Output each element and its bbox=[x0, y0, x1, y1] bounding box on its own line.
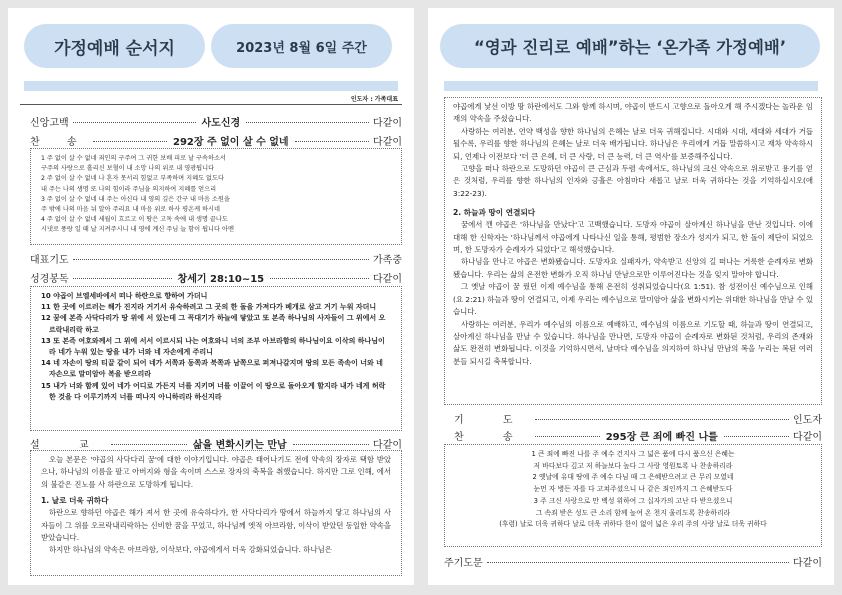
leader-note: 인도자 : 가족대표 bbox=[350, 96, 398, 103]
sermon-para-1: 야곱에게 낯선 이방 땅 하란에서도 그와 함께 하시며, 야곱이 반드시 고향으로 돌아오게 해 주시겠다는 놀라운 임재의 약속을 주셨습니다. bbox=[453, 102, 813, 124]
hymn-lyric-line: 2 옛날에 유대 땅에 주 예수 다님 때 그 은혜받으려고 큰 무리 모였네 bbox=[532, 473, 734, 482]
left-header-bar bbox=[24, 81, 398, 91]
order-lords-prayer: 주기도문 다같이 bbox=[444, 558, 822, 569]
hymn-lyrics-box bbox=[30, 148, 402, 245]
right-title: “영과 진리로 예배”하는 ‘온가족 가정예배’ bbox=[440, 24, 820, 68]
sermon-point-2-title: 2. 하늘과 땅이 연결되다 bbox=[453, 208, 536, 218]
hymn-lyric-line: 시냇로 풍랑 일 때 날 지켜주시니 내 영에 계신 주님 늘 함이 됩니다 아멘 bbox=[41, 226, 234, 234]
sermon-para-6: 그 옛날 야곱이 꿈 꿨던 이제 예수님을 통해 온전히 성취되었습니다(요 1:51). 참 성전이신 예수님으로 인해(요 2:21) 하늘과 땅이 연결되고, 이제 우리는 예수님으로 말미암아 삶을 변화시키는 위대한 하나님을 만날 수 있습니다. bbox=[453, 282, 813, 317]
sermon-para-2: 사랑하는 여러분, 언약 백성을 향한 하나님의 은혜는 날로 더욱 귀해집니다. 시대와 시대, 세대와 세대가 거듭될수록, 우리를 향한 하나님의 은혜는 날로 더욱 배가됩니다. 하나님은 우리에게 거듭 말씀하시고 재차 약속하시되, 언제나 이전보다 '더 큰 은혜, 더 큰 사랑, 더 큰 능력, 더 큰 역사'를 보증해주십니다. bbox=[453, 126, 813, 161]
sermon-box bbox=[30, 450, 402, 576]
sermon-point-1-para-2: 하지만 하나님의 약속은 아브라함, 이삭보다, 야곱에게서 더욱 강화되었습니다. 하나님은 bbox=[49, 545, 332, 555]
sermon-body bbox=[31, 451, 401, 560]
hymn-lyric-line: 눈먼 자 병든 자를 다 고쳐주셨으니 나 같은 죄인까지 그 은혜받도다 bbox=[533, 485, 733, 494]
sermon-para-3: 고향을 떠나 하란으로 도망하던 야곱이 큰 근심과 두렴 속에서도, 하나님의 크신 약속으로 위로받고 용기를 얻은 것처럼, 우리를 향한 하나님의 인자와 긍휼은 아침마다 새롭고 날로 더욱 귀하다는 것을 기억하십시오(애 3:22-23). bbox=[453, 164, 813, 198]
order-sermon: 설 교 삶을 변화시키는 만남 다같이 bbox=[30, 440, 403, 451]
sermon-continued-body bbox=[445, 98, 821, 371]
order-confession: 신앙고백 사도신경 다같이 bbox=[30, 118, 403, 129]
hymn-lyric-line: 그 속죄 받은 성도 큰 소리 함께 높여 온 천지 울리도록 찬송하리라 bbox=[535, 508, 731, 517]
bulletin-title: 가정예배 순서지 bbox=[24, 24, 205, 68]
right-page bbox=[428, 8, 834, 585]
scripture-verse: 13 또 본즉 여호와께서 그 위에 서서 이르시되 나는 여호와니 너의 조부 아브라함의 하나님이요 이삭의 하나님이라 네가 누워 있는 땅을 내가 너와 네 자손에게 주리니 bbox=[41, 336, 385, 357]
sermon-para-7: 사랑하는 여러분, 우리가 예수님의 이름으로 예배하고, 예수님의 이름으로 기도할 때, 하늘과 땅이 연결되고, 살아계신 하나님을 만날 수 있습니다. 하나님을 만나면, 도망자 야곱이 순례자로 변화된 것처럼, 우리의 존재와 삶도 완전히 변화됩니다. 이것을 기억하시면서, 날마다 예수님을 의지하여 하나님 만남의 복을 누리는 복된 여러분들 되시길 축복합니다. bbox=[453, 319, 813, 366]
header-rule bbox=[20, 104, 402, 105]
scripture-verse: 14 네 자손이 땅의 티끌 같이 되어 네가 서쪽과 동쪽과 북쪽과 남쪽으로 퍼져나갈지며 땅의 모든 족속이 너와 네 자손으로 말미암아 복을 받으리라 bbox=[41, 359, 383, 379]
sermon-continued-box bbox=[444, 97, 822, 405]
hymn-lyric-line: 3 주 크신 사랑으로 만 백성 위하여 그 십자가의 고난 다 받으셨으니 bbox=[533, 496, 733, 505]
left-page bbox=[8, 8, 414, 585]
hymn-lyric-line: 4 주 없이 살 수 없네 세월이 흐르고 이 땅은 고독 속에 내 생명 끝나도 bbox=[41, 216, 228, 224]
order-scripture: 성경봉독 창세기 28:10~15 다같이 bbox=[30, 274, 402, 285]
scripture-verse: 10 야곱이 브엘세바에서 떠나 하란으로 향하여 가더니 bbox=[41, 292, 208, 300]
hymn-lyric-line: 저 바다보다 깊고 저 하늘보다 높다 그 사랑 영원토록 나 찬송하리라 bbox=[533, 461, 733, 470]
hymn-lyric-line: 1 주 없이 살 수 없네 죄인의 구주여 그 귀한 보배 피로 날 구속하소서 bbox=[41, 155, 226, 162]
scripture-verse: 12 꿈에 본즉 사닥다리가 땅 위에 서 있는데 그 꼭대기가 하늘에 닿았고 또 본즉 하나님의 사자들이 그 위에서 오르락내리락 하고 bbox=[41, 314, 386, 334]
order-prayer: 대표기도 가족중 bbox=[30, 255, 402, 266]
order-closing-prayer: 기 도 인도자 bbox=[454, 415, 822, 426]
sermon-para-4: 꿈에서 깬 야곱은 '하나님을 만났다'고 고백했습니다. 도망자 야곱이 살아계신 하나님을 만난 것입니다. 이에 대해 한 신학자는 '하나님께서 야곱에게 나타나신 일을 통해, 평범한 장소가 성지가 되고, 한 돌이 제단이 되었으며, 한 도망자가 순례자가 되었다'고 해석했습니다. bbox=[453, 220, 813, 255]
right-header-bar bbox=[444, 81, 818, 91]
sermon-point-1-title: 1. 날로 더욱 귀하다 bbox=[41, 496, 109, 506]
hymn-lyric-line: 1 큰 죄에 빠진 나를 주 예수 건지사 그 넓은 품에 다시 품으신 은혜는 bbox=[531, 450, 735, 458]
date-pill: 2023년 8월 6일 주간 bbox=[211, 24, 392, 68]
order-closing-hymn: 찬 송 295장 큰 죄에 빠진 나를 다같이 bbox=[454, 432, 823, 443]
sermon-point-1-para: 하란으로 향하던 야곱은 해가 져서 한 곳에 유숙하다가, 한 사닥다리가 땅에서 하늘까지 닿고 하나님의 사자들이 그 위를 오르락내리락하는 신비한 꿈을 꾸었고, 하나님께 엣적 아브라함, 이삭이 받았던 동일한 약속을 받았습니다. bbox=[41, 508, 391, 543]
order-hymn: 찬 송 292장 주 없이 살 수 없네 다같이 bbox=[30, 137, 403, 148]
scripture-verse: 11 한 곳에 이르러는 해가 진지라 거기서 유숙하려고 그 곳의 한 돌을 가져다가 베개로 삼고 거기 누워 자더니 bbox=[41, 303, 377, 312]
hymn-lyric-line: 내 주는 나의 생명 또 나의 힘이라 주님을 의지하여 지혜를 얻으리 bbox=[41, 185, 217, 193]
hymn-lyric-line: 구주의 사랑으로 흘리신 보혈이 내 소망 나의 위로 내 영광됩니다 bbox=[41, 165, 215, 173]
hymn-lyric-line: 3 주 없이 살 수 없네 내 주는 아신다 내 영의 깊은 간구 내 마음 소원을 bbox=[41, 195, 230, 203]
scripture-verse: 15 내가 너와 함께 있어 네가 어디로 가든지 너를 지키며 너를 이끌어 이 땅으로 돌아오게 할지라 내가 네게 허락한 것을 다 이루기까지 너를 떠나지 아니하리라 하신지라 bbox=[41, 381, 386, 401]
hymn-lyric-line: 2 주 없이 살 수 없네 나 혼자 못서리 힘없고 부족하며 지혜도 없도다 bbox=[41, 175, 224, 183]
sermon-intro: 오늘 본문은 '야곱의 사닥다리 꿈'에 대한 이야기입니다. 야곱은 태어나기도 전에 약속의 장자로 택함 받았으나, 하나님의 이름을 팔고 아버지와 형을 속이며 스스로 장자의 축복을 취했습니다. 하지만 그로 인해, 에서의 불같은 진노를 사 하란으로 도망하게 됩니다. bbox=[41, 455, 391, 489]
closing-hymn-box bbox=[444, 444, 822, 547]
sermon-para-5: 하나님을 만나고 야곱은 변화됐습니다. 도망자요 실패자가, 약속받고 신앙의 길 떠나는 거룩한 순례자로 변화됐습니다. 우리는 삶의 온전한 변화가 오직 하나님 만남으로만 이루어진다는 것을 잊지 말아야 합니다. bbox=[453, 257, 813, 279]
hymn-lyric-line: (후렴) 날로 더욱 귀하다 날로 더욱 귀하다 한이 없이 넓은 우리 주의 사랑 날로 더욱 귀하다 bbox=[499, 520, 767, 529]
scripture-box bbox=[30, 286, 402, 431]
hymn-lyric-line: 주 밖에 나의 마음 뉘 알아 주리요 내 마음 위로 하사 평온케 하시네 bbox=[41, 206, 221, 214]
